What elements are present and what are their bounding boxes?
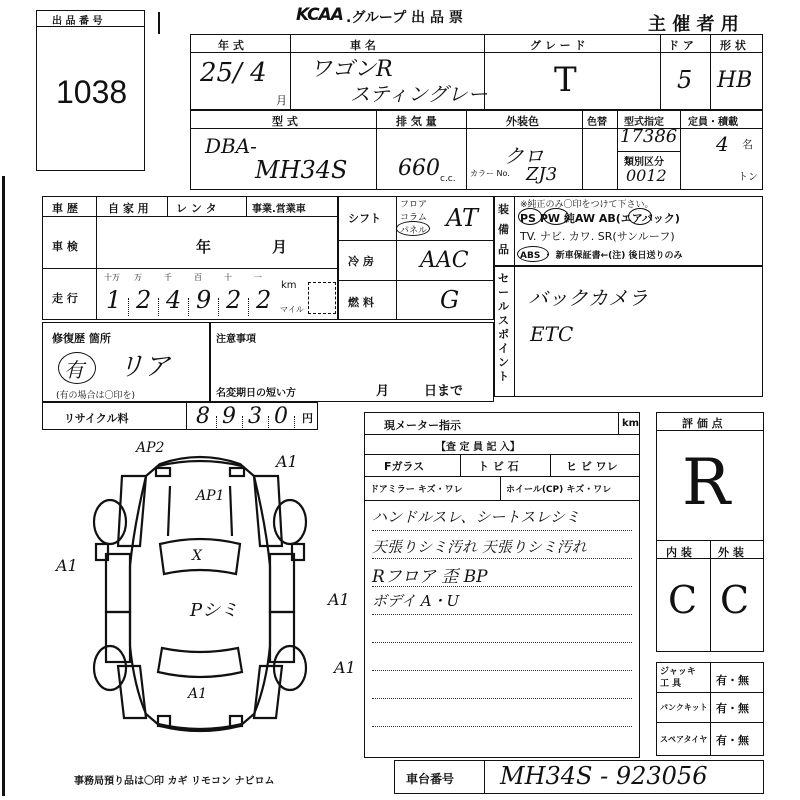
inspector-comment-2: 天張りシミ汚れ 天張りシミ汚れ: [372, 538, 587, 556]
color-value: クロ: [504, 144, 544, 168]
damage-mark: A1: [56, 556, 78, 575]
doors-label: ド ア: [668, 39, 694, 52]
chassis-number-value: MH34S - 923056: [500, 762, 708, 790]
sales-point-line-2: ETC: [530, 322, 574, 346]
notes-month-unit: 月: [376, 384, 390, 399]
left-rear-fender: [118, 666, 146, 718]
repair-place: リア: [118, 352, 171, 382]
front-right-light: [230, 468, 244, 476]
grade-value: T: [554, 60, 577, 100]
left-door-panel: [106, 554, 130, 612]
sales-point-label: セールスポイント: [498, 272, 509, 383]
shift-column: コラム: [400, 213, 427, 223]
km-label: km: [281, 280, 297, 291]
exterior-score: C: [720, 578, 750, 622]
damage-mark: A1: [188, 686, 208, 702]
mile-box: [308, 282, 336, 314]
mileage-digit-label: 千: [164, 273, 172, 282]
repair-mark: 有: [64, 358, 84, 382]
inspector-comment-3: Rフロア 歪 BP: [372, 567, 488, 587]
mileage-digit: 2: [226, 286, 242, 314]
fuel-value: G: [440, 286, 460, 314]
spare-tire-label: スペアタイヤ: [660, 735, 708, 744]
color-change-label: 色替: [587, 117, 607, 128]
damage-mark: AP1: [196, 488, 225, 504]
jack-label: ジャッキ 工 具: [660, 667, 696, 689]
capacity-label: 定員・積載: [688, 117, 738, 128]
rear-window: [158, 648, 242, 677]
shift-value: AT: [446, 204, 479, 232]
shape-value: HB: [717, 68, 753, 93]
damage-mark: A1: [276, 452, 298, 471]
business-label: 事業.営業車: [252, 204, 306, 215]
front-right-wheel: [274, 500, 306, 544]
notes-day-unit: 日まで: [424, 384, 464, 399]
crack-label: ヒ ビ ワレ: [566, 460, 618, 473]
inspector-notes-label: 【査 定 員 記 入】: [436, 442, 520, 453]
color-no-value: ZJ3: [526, 164, 558, 185]
type-value: DBA-: [205, 134, 257, 158]
doors-value: 5: [677, 66, 693, 94]
puncture-kit-options: 有・無: [716, 702, 749, 715]
model-name-label: 車 名: [350, 39, 376, 52]
mileage-digit: 2: [136, 286, 152, 314]
equipment-line-2: TV. ナビ. カワ. SR(サンルーフ): [520, 230, 675, 243]
wheel-label: ホイール(CP) キズ・ワレ: [506, 485, 612, 495]
lot-number-label: 出 品 番 号: [52, 16, 103, 27]
recycle-digit: 8: [196, 404, 210, 429]
year-label: 年 式: [218, 39, 244, 52]
equipment-note: ※純正のみ〇印をつけて下さい。: [520, 200, 654, 210]
color-no-label: カラー No.: [470, 169, 510, 178]
aircon-label: 冷 房: [348, 255, 374, 268]
right-rear-door-panel: [270, 612, 294, 662]
shift-label: シフト: [348, 212, 381, 225]
inspector-comment-4: ボデイ A・U: [372, 592, 460, 610]
mileage-digit-label: 百: [194, 273, 202, 282]
sheet-title: .グループ 出 品 票: [346, 10, 463, 26]
right-rear-fender: [254, 666, 282, 718]
type-value-code: MH34S: [255, 156, 348, 184]
damage-mark: A1: [328, 590, 350, 609]
equipment-line-3: ABS ・ 新車保証書←(注) 後日送りのみ: [520, 251, 683, 261]
mileage-digit: 4: [166, 286, 182, 314]
displacement-value: 660: [398, 156, 440, 181]
model-code-label: 型式指定: [624, 117, 664, 128]
grade-label: グ レ ー ド: [530, 39, 586, 52]
equipment-circle-pw: [543, 208, 569, 225]
inspector-comment-1: ハンドルスレ、シートスレシミ: [372, 508, 580, 526]
door-mirror-label: ドアミラー キズ・ワレ: [370, 485, 463, 495]
chip-label: ト ビ 石: [478, 460, 519, 473]
front-left-light: [156, 468, 170, 476]
month-unit: 月: [276, 94, 287, 107]
left-rear-door-panel: [106, 612, 130, 662]
recycle-digit: 3: [248, 404, 262, 429]
type-label: 型 式: [272, 115, 298, 128]
jack-options: 有・無: [716, 674, 749, 687]
capacity-value: 4: [716, 132, 729, 156]
rear-left-wheel: [94, 646, 126, 690]
equipment-circle-ps: [518, 208, 542, 225]
repair-mark-circle: [58, 352, 96, 384]
damage-mark: A1: [334, 658, 356, 677]
rating-score: R: [682, 446, 731, 520]
color-label: 外装色: [506, 115, 539, 128]
chassis-number-label: 車台番号: [406, 772, 455, 786]
displacement-label: 排 気 量: [396, 115, 437, 128]
cc-unit: c.c.: [440, 174, 456, 184]
aircon-value: AAC: [420, 248, 469, 273]
mileage-digit-label: 十: [224, 273, 232, 282]
rear-right-wheel: [274, 646, 306, 690]
capacity-unit-people: 名: [742, 138, 753, 151]
repair-history-label: 修復歴 箇所: [52, 332, 111, 345]
fuel-label: 燃 料: [348, 296, 374, 309]
rental-label: レ ン タ: [176, 202, 217, 215]
auction-logo: KCAA: [296, 5, 343, 25]
office-held-items: 事務局預り品は〇印 カギ リモコン ナビロム: [74, 776, 275, 787]
repair-note: (有の場合は〇印を): [56, 391, 136, 401]
spare-tire-options: 有・無: [716, 734, 749, 747]
equipment-line-1: PS PW 純AW AB(エアバック): [520, 212, 680, 225]
equipment-label: 装 備 品: [498, 203, 509, 256]
model-value: ワゴンR: [310, 57, 393, 82]
damage-mark: Pシミ: [190, 600, 239, 621]
right-door-panel: [270, 554, 294, 612]
short-date-label: 名変期日の短い方: [216, 388, 296, 399]
model-code-value: 17386: [620, 126, 678, 147]
mileage-label: 走 行: [52, 292, 78, 305]
mileage-digit: 9: [196, 286, 212, 314]
mileage-digit-label: 一: [254, 273, 262, 282]
mileage-digit: 1: [106, 286, 122, 314]
recycle-digit: 0: [274, 404, 288, 429]
notes-label: 注意事項: [216, 334, 256, 345]
recycle-yen: 円: [302, 412, 313, 425]
recycle-label: リサイクル料: [64, 412, 129, 425]
recycle-digit: 9: [222, 404, 236, 429]
mile-label: マイル: [280, 305, 304, 314]
private-use-label: 自 家 用: [108, 202, 149, 215]
exterior-label: 外 装: [718, 546, 744, 559]
equipment-circle-ab: [628, 208, 652, 225]
mileage-digit: 2: [256, 286, 272, 314]
interior-score: C: [668, 578, 698, 622]
interior-label: 内 装: [666, 546, 692, 559]
category-label: 類別区分: [624, 157, 664, 168]
category-value: 0012: [626, 166, 667, 185]
capacity-unit-ton: トン: [738, 172, 758, 183]
meter-km: km: [622, 418, 640, 429]
equipment-circle-abs: [517, 246, 549, 262]
lot-number: 1038: [56, 74, 128, 110]
front-left-wheel: [94, 500, 126, 544]
rating-label: 評 価 点: [682, 417, 723, 430]
meter-label: 現メーター指示: [384, 419, 461, 432]
year-value: 25/ 4: [200, 58, 267, 88]
windshield-label: Fガラス: [384, 460, 425, 473]
mileage-digit-label: 十万: [104, 273, 120, 282]
page-edge: [2, 176, 5, 796]
puncture-kit-label: パンクキット: [660, 703, 708, 712]
organizer-label: 主 催 者 用: [648, 14, 739, 35]
history-label: 車 歴: [52, 202, 78, 215]
damage-mark: AP2: [136, 440, 165, 456]
model-value-sub: スティングレー: [350, 82, 488, 106]
shift-panel-circle: [396, 221, 430, 236]
inspection-month-unit: 月: [272, 238, 288, 256]
sales-point-line-1: バックカメラ: [528, 286, 648, 310]
mileage-digit-label: 万: [134, 273, 142, 282]
shape-label: 形 状: [720, 39, 746, 52]
shift-panel: パネル: [400, 226, 428, 236]
damage-mark: X: [192, 548, 202, 564]
inspection-year-unit: 年: [196, 238, 212, 256]
shift-floor: フロア: [400, 200, 428, 210]
inspection-label: 車 検: [52, 240, 78, 253]
